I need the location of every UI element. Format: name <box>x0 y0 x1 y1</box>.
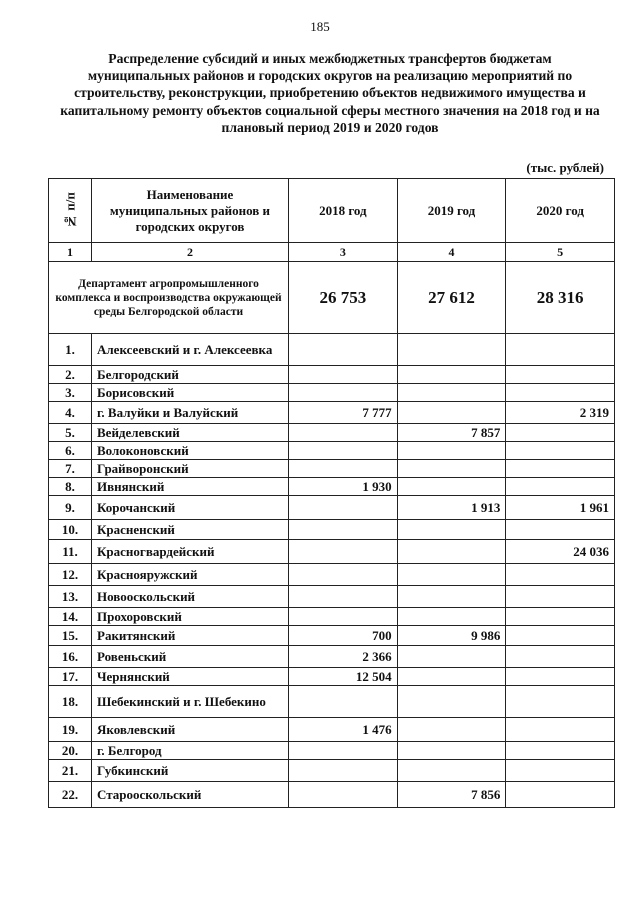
table-row <box>49 460 615 478</box>
value-2020: 1 961 <box>506 496 615 520</box>
row-number: 5. <box>49 424 92 442</box>
table-row <box>49 686 615 718</box>
row-number: 4. <box>49 402 92 424</box>
value-2020 <box>506 760 615 782</box>
value-2018 <box>289 742 398 760</box>
department-2020: 28 316 <box>506 262 615 334</box>
value-2018 <box>289 334 398 366</box>
row-number: 2. <box>49 366 92 384</box>
row-number: 13. <box>49 586 92 608</box>
district-name: Волоконовский <box>92 442 289 460</box>
district-name: Чернянский <box>92 668 289 686</box>
value-2020 <box>506 608 615 626</box>
department-name: Департамент агропромышленного комплекса и воспроизводства окружающей среды Белгородской области <box>49 262 289 334</box>
value-2018 <box>289 782 398 808</box>
value-2019 <box>397 366 506 384</box>
value-2019: 1 913 <box>397 496 506 520</box>
table-row <box>49 586 615 608</box>
index-cell: 3 <box>289 243 398 262</box>
value-2020 <box>506 626 615 646</box>
value-2018 <box>289 496 398 520</box>
district-name: Губкинский <box>92 760 289 782</box>
district-name: Краснояружский <box>92 564 289 586</box>
value-2020 <box>506 460 615 478</box>
value-2018 <box>289 460 398 478</box>
table-row <box>49 478 615 496</box>
row-number: 8. <box>49 478 92 496</box>
value-2019 <box>397 402 506 424</box>
value-2019: 7 857 <box>397 424 506 442</box>
value-2020: 2 319 <box>506 402 615 424</box>
table-row <box>49 366 615 384</box>
district-name: Ракитянский <box>92 626 289 646</box>
district-name: г. Валуйки и Валуйский <box>92 402 289 424</box>
header-2019: 2019 год <box>397 179 506 243</box>
table-row <box>49 424 615 442</box>
value-2018 <box>289 424 398 442</box>
table-row <box>49 626 615 646</box>
row-number: 14. <box>49 608 92 626</box>
value-2018 <box>289 384 398 402</box>
value-2018 <box>289 366 398 384</box>
row-number: 1. <box>49 334 92 366</box>
value-2018 <box>289 520 398 540</box>
value-2018 <box>289 442 398 460</box>
district-name: Новооскольский <box>92 586 289 608</box>
department-2018: 26 753 <box>289 262 398 334</box>
row-number: 22. <box>49 782 92 808</box>
value-2019 <box>397 442 506 460</box>
table-row <box>49 718 615 742</box>
department-row <box>49 262 615 334</box>
value-2018 <box>289 540 398 564</box>
table-row <box>49 496 615 520</box>
value-2018 <box>289 586 398 608</box>
district-name: Алексеевский и г. Алексеевка <box>92 334 289 366</box>
subsidies-table <box>48 178 615 808</box>
value-2020 <box>506 424 615 442</box>
district-name: Старооскольский <box>92 782 289 808</box>
header-num: № п/п <box>49 179 92 243</box>
value-2020 <box>506 782 615 808</box>
column-index-row <box>49 243 615 262</box>
value-2019 <box>397 646 506 668</box>
value-2020 <box>506 742 615 760</box>
value-2020 <box>506 520 615 540</box>
index-cell: 1 <box>49 243 92 262</box>
value-2019 <box>397 478 506 496</box>
value-2019 <box>397 668 506 686</box>
table-row <box>49 384 615 402</box>
department-2019: 27 612 <box>397 262 506 334</box>
header-2020: 2020 год <box>506 179 615 243</box>
value-2019: 9 986 <box>397 626 506 646</box>
header-2018: 2018 год <box>289 179 398 243</box>
table-row <box>49 442 615 460</box>
value-2019 <box>397 384 506 402</box>
value-2019 <box>397 586 506 608</box>
value-2020 <box>506 478 615 496</box>
page-number: 185 <box>310 19 330 34</box>
units-label: (тыс. рублей) <box>526 160 604 175</box>
row-number: 19. <box>49 718 92 742</box>
value-2018 <box>289 760 398 782</box>
table-row <box>49 742 615 760</box>
district-name: г. Белгород <box>92 742 289 760</box>
value-2019 <box>397 540 506 564</box>
district-name: Грайворонский <box>92 460 289 478</box>
district-name: Прохоровский <box>92 608 289 626</box>
value-2018: 1 930 <box>289 478 398 496</box>
value-2018: 700 <box>289 626 398 646</box>
value-2018: 7 777 <box>289 402 398 424</box>
value-2020 <box>506 646 615 668</box>
row-number: 7. <box>49 460 92 478</box>
table-row <box>49 564 615 586</box>
value-2020 <box>506 718 615 742</box>
district-name: Красненский <box>92 520 289 540</box>
value-2019 <box>397 608 506 626</box>
table-row <box>49 760 615 782</box>
row-number: 18. <box>49 686 92 718</box>
table-row <box>49 540 615 564</box>
row-number: 6. <box>49 442 92 460</box>
row-number: 15. <box>49 626 92 646</box>
value-2020 <box>506 564 615 586</box>
value-2019 <box>397 760 506 782</box>
row-number: 10. <box>49 520 92 540</box>
value-2020 <box>506 442 615 460</box>
table-row <box>49 646 615 668</box>
district-name: Яковлевский <box>92 718 289 742</box>
district-name: Корочанский <box>92 496 289 520</box>
district-name: Шебекинский и г. Шебекино <box>92 686 289 718</box>
table-row <box>49 782 615 808</box>
value-2020: 24 036 <box>506 540 615 564</box>
row-number: 11. <box>49 540 92 564</box>
index-cell: 2 <box>92 243 289 262</box>
value-2019 <box>397 718 506 742</box>
district-name: Красногвардейский <box>92 540 289 564</box>
document-title: Распределение субсидий и иных межбюджетных трансфертов бюджетам муниципальных районов и городских округов на реализацию мероприятий по строительству, реконструкции, приобретению объектов недвижимого имущества и капитальному ремонту объектов социальной сферы местного значения на 2018 год и на плановый период 2019 и 2020 годов <box>60 51 600 135</box>
district-name: Белгородский <box>92 366 289 384</box>
table-row <box>49 608 615 626</box>
value-2019 <box>397 564 506 586</box>
table-row <box>49 402 615 424</box>
value-2019 <box>397 742 506 760</box>
value-2019 <box>397 334 506 366</box>
row-number: 17. <box>49 668 92 686</box>
table-row <box>49 334 615 366</box>
district-name: Ивнянский <box>92 478 289 496</box>
row-number: 16. <box>49 646 92 668</box>
value-2020 <box>506 686 615 718</box>
value-2020 <box>506 668 615 686</box>
table-row <box>49 520 615 540</box>
header-name: Наименование муниципальных районов и городских округов <box>92 179 289 243</box>
district-name: Ровеньский <box>92 646 289 668</box>
value-2020 <box>506 384 615 402</box>
value-2018: 1 476 <box>289 718 398 742</box>
value-2020 <box>506 366 615 384</box>
value-2019 <box>397 686 506 718</box>
value-2018: 2 366 <box>289 646 398 668</box>
value-2020 <box>506 586 615 608</box>
value-2018 <box>289 564 398 586</box>
district-name: Борисовский <box>92 384 289 402</box>
value-2019: 7 856 <box>397 782 506 808</box>
row-number: 12. <box>49 564 92 586</box>
value-2019 <box>397 520 506 540</box>
district-name: Вейделевский <box>92 424 289 442</box>
value-2018 <box>289 608 398 626</box>
row-number: 20. <box>49 742 92 760</box>
value-2020 <box>506 334 615 366</box>
value-2018 <box>289 686 398 718</box>
index-cell: 5 <box>506 243 615 262</box>
value-2019 <box>397 460 506 478</box>
row-number: 3. <box>49 384 92 402</box>
header-row <box>49 179 615 243</box>
row-number: 9. <box>49 496 92 520</box>
table-row <box>49 668 615 686</box>
index-cell: 4 <box>397 243 506 262</box>
value-2018: 12 504 <box>289 668 398 686</box>
row-number: 21. <box>49 760 92 782</box>
